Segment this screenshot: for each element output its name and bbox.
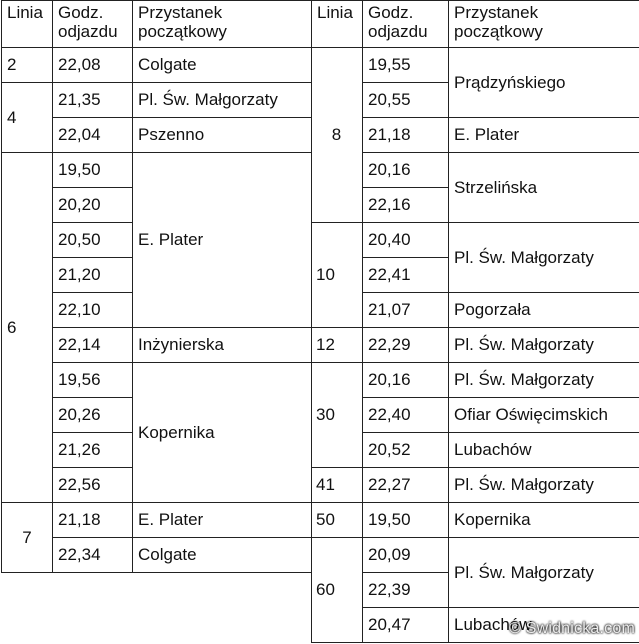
departure-time: 20,55 [363, 83, 449, 118]
stop-name: Pl. Św. Małgorzaty [449, 223, 639, 293]
line-number: 30 [312, 363, 363, 468]
departure-time: 22,39 [363, 573, 449, 608]
line-number: 41 [312, 468, 363, 503]
stop-name: Pl. Św. Małgorzaty [449, 328, 639, 363]
departure-time: 22,08 [53, 48, 133, 83]
header-godz: Godz. odjazdu [363, 1, 449, 48]
line-number: 8 [312, 48, 363, 223]
header-linia: Linia [312, 1, 363, 48]
departure-time: 22,29 [363, 328, 449, 363]
watermark: © Swidnicka.com [509, 620, 635, 637]
departure-time: 19,55 [363, 48, 449, 83]
departure-time: 21,18 [363, 118, 449, 153]
departure-time: 20,09 [363, 538, 449, 573]
stop-name: Colgate [133, 538, 312, 573]
departure-time: 20,52 [363, 433, 449, 468]
table-row [312, 538, 639, 573]
line-number: 10 [312, 223, 363, 328]
stop-name: E. Plater [133, 153, 312, 328]
departure-time: 22,41 [363, 258, 449, 293]
departure-time: 20,50 [53, 223, 133, 258]
departure-time: 22,34 [53, 538, 133, 573]
stop-name: Pl. Św. Małgorzaty [449, 538, 639, 608]
departure-time: 21,35 [53, 83, 133, 118]
departure-time: 20,16 [363, 153, 449, 188]
departure-time: 22,27 [363, 468, 449, 503]
departure-time: 20,20 [53, 188, 133, 223]
stop-name: Lubachów [449, 433, 639, 468]
header-godz: Godz. odjazdu [53, 1, 133, 48]
stop-name: Inżynierska [133, 328, 312, 363]
departure-time: 20,47 [363, 608, 449, 643]
table-row [312, 328, 639, 363]
departure-time: 19,50 [363, 503, 449, 538]
stop-name: Strzelińska [449, 153, 639, 223]
header-przystanek: Przystanek początkowy [449, 1, 639, 48]
line-number: 12 [312, 328, 363, 363]
table-row [312, 48, 639, 83]
table-row [2, 48, 312, 83]
stop-name: Ofiar Oświęcimskich [449, 398, 639, 433]
departure-time: 20,26 [53, 398, 133, 433]
line-number: 7 [2, 503, 53, 573]
stop-name: Lubachów [449, 608, 639, 643]
line-number: 4 [2, 83, 53, 153]
stop-name: E. Plater [133, 503, 312, 538]
table-row [2, 83, 312, 118]
line-number: 6 [2, 153, 53, 503]
departure-time: 19,50 [53, 153, 133, 188]
stop-name: Pl. Św. Małgorzaty [449, 468, 639, 503]
table-row [312, 503, 639, 538]
stop-name: Pszenno [133, 118, 312, 153]
departure-time: 21,07 [363, 293, 449, 328]
departures-table-right [311, 0, 639, 643]
departure-time: 22,14 [53, 328, 133, 363]
departure-time: 22,16 [363, 188, 449, 223]
departure-time: 22,56 [53, 468, 133, 503]
table-row [312, 223, 639, 258]
departure-time: 20,40 [363, 223, 449, 258]
table-row [2, 503, 312, 538]
stop-name: E. Plater [449, 118, 639, 153]
table-row [312, 363, 639, 398]
departure-time: 19,56 [53, 363, 133, 398]
header-przystanek: Przystanek początkowy [133, 1, 312, 48]
stop-name: Kopernika [133, 363, 312, 503]
stop-name: Pl. Św. Małgorzaty [449, 363, 639, 398]
line-number: 50 [312, 503, 363, 538]
table-row [312, 468, 639, 503]
line-number: 60 [312, 538, 363, 643]
departure-time: 21,26 [53, 433, 133, 468]
stop-name: Prądzyńskiego [449, 48, 639, 118]
departure-time: 22,04 [53, 118, 133, 153]
departure-time: 22,40 [363, 398, 449, 433]
stop-name: Pl. Św. Małgorzaty [133, 83, 312, 118]
departures-table-left [1, 0, 312, 573]
header-row [2, 1, 312, 48]
table-row [2, 153, 312, 188]
stop-name: Colgate [133, 48, 312, 83]
departure-time: 21,18 [53, 503, 133, 538]
stop-name: Kopernika [449, 503, 639, 538]
departure-time: 20,16 [363, 363, 449, 398]
line-number: 2 [2, 48, 53, 83]
header-row [312, 1, 639, 48]
header-linia: Linia [2, 1, 53, 48]
departure-time: 21,20 [53, 258, 133, 293]
departure-time: 22,10 [53, 293, 133, 328]
stop-name: Pogorzała [449, 293, 639, 328]
